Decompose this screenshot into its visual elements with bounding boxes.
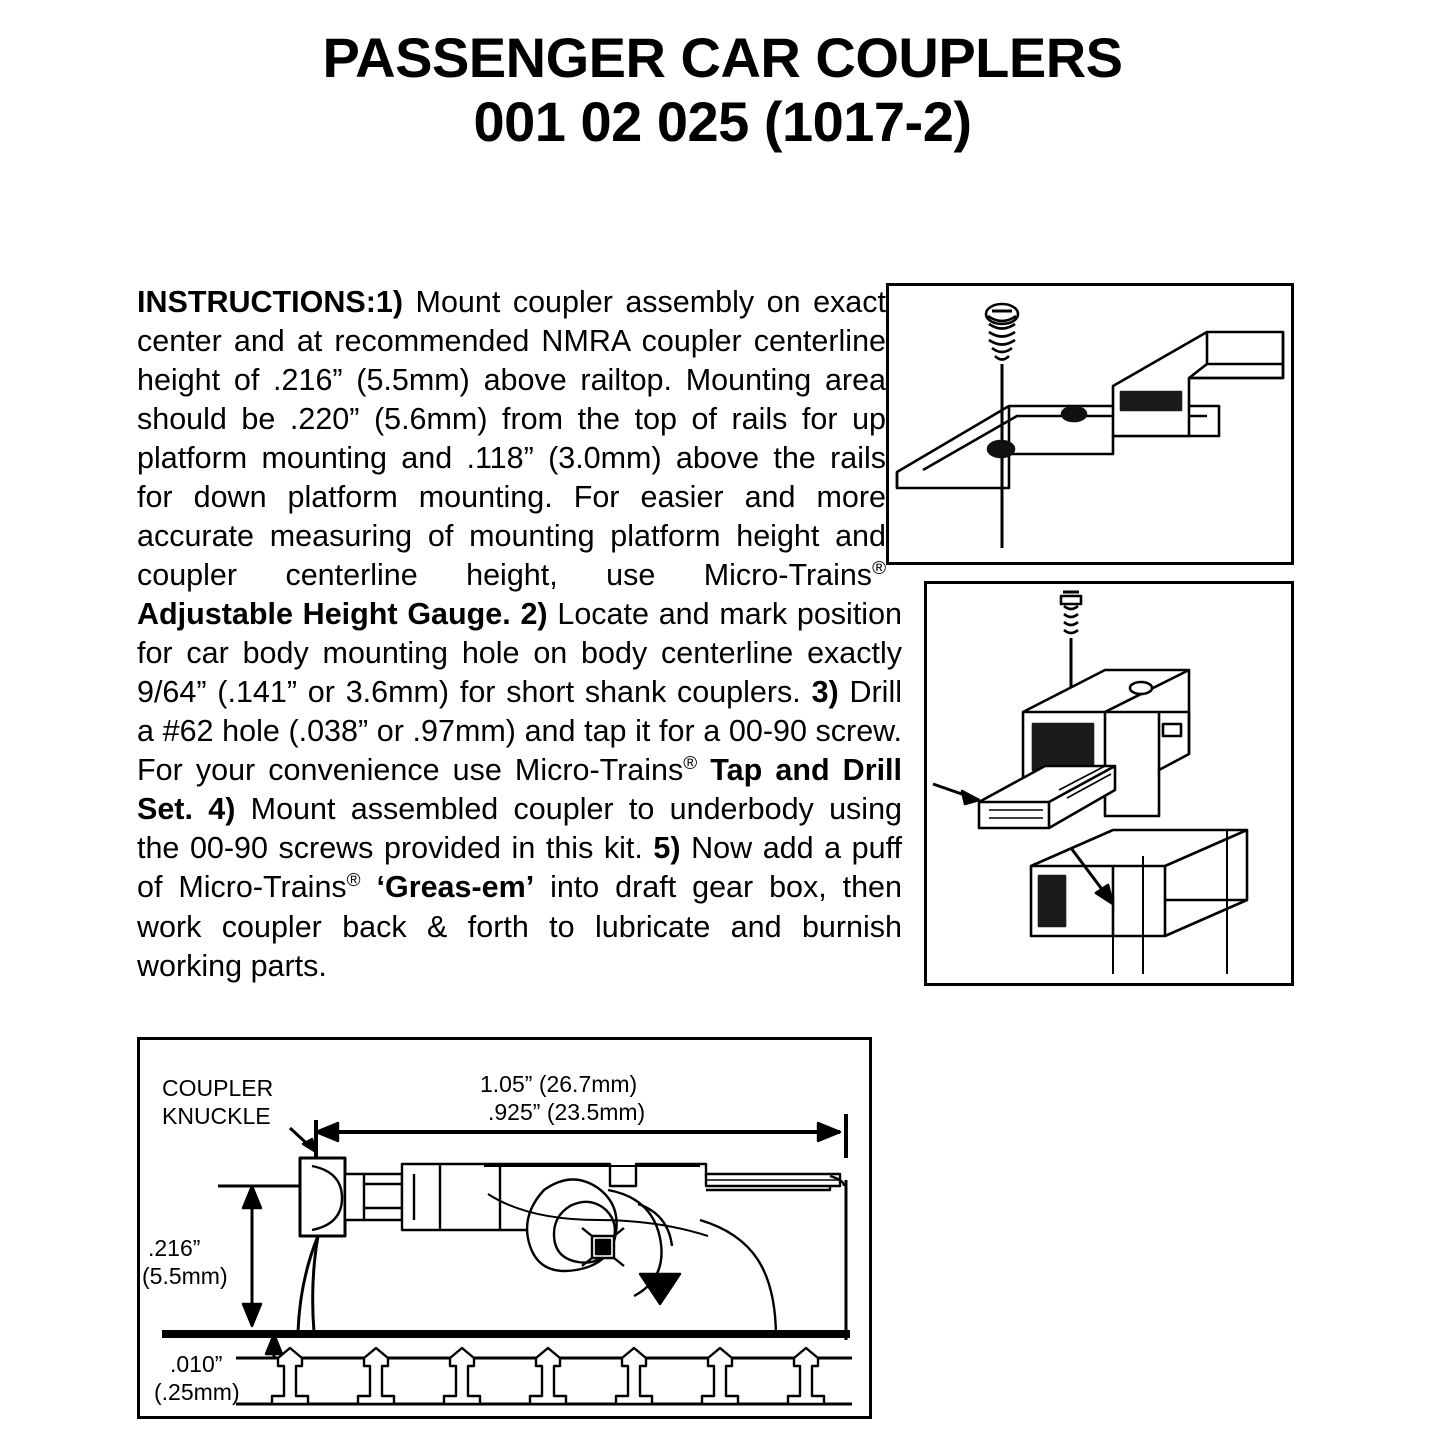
- registered-mark-2: ®: [683, 753, 698, 775]
- product-tap-and-drill-set: Tap and Drill Set.: [137, 753, 902, 827]
- figure-draft-gear-box: [886, 283, 1294, 565]
- figure-coupler-assembly: [924, 581, 1294, 986]
- instructions-text: [137, 283, 1294, 992]
- draft-gear-box-and-screw-diagram: [889, 286, 1291, 562]
- step-5-number: 5): [642, 831, 681, 866]
- label-dim-top-2: .925” (23.5mm): [488, 1099, 646, 1125]
- step-2-number: 2): [510, 597, 548, 632]
- coupler-height-dimension-diagram: [140, 1040, 869, 1416]
- registered-mark-1: ®: [872, 558, 886, 580]
- step-3-text: Drill a #62 hole (.038” or .97mm) and tap it for a 00-90 screw. For your convenience use Micro-Trains: [137, 675, 903, 788]
- step-1-text: Mount coupler assembly on exact center and at recommended NMRA coupler centerline height of .216” (5.5mm) above railtop. Mounting area should be .220” (5.6mm) from the top of rails for up platform mounting and .118” (3.0mm) above the rails for down platform mounting. For easier and more accurate measuring of mounting platform height and coupler centerline height, use Micro-Trains: [137, 285, 886, 593]
- page-title: [0, 0, 1445, 154]
- label-coupler: COUPLER: [162, 1075, 274, 1101]
- instructions-label: INSTRUCTIONS:: [137, 285, 376, 319]
- product-greas-em: ‘Greas-em’: [360, 870, 535, 905]
- label-rail-mm: (.25mm): [154, 1379, 240, 1405]
- label-height-mm: (5.5mm): [142, 1263, 228, 1289]
- title-line-1: PASSENGER CAR COUPLERS: [322, 26, 1123, 89]
- step-2-text: Locate and mark position for car body mounting hole on body centerline exactly 9/64” (.141” or 3.6mm) for short shank couplers.: [137, 597, 903, 710]
- label-height-inch: .216”: [148, 1235, 201, 1261]
- registered-mark-3: ®: [346, 870, 361, 892]
- title-line-2: 001 02 025 (1017-2): [473, 89, 972, 153]
- label-knuckle: KNUCKLE: [162, 1103, 271, 1129]
- step-5-text-b: into draft gear box, then work coupler back & forth to lubricate and burnish working parts.: [137, 870, 902, 983]
- label-dim-top-1: 1.05” (26.7mm): [480, 1071, 638, 1097]
- step-4-text: Mount assembled coupler to underbody using the 00-90 screws provided in this kit.: [137, 792, 903, 866]
- step-1-number: 1): [375, 285, 404, 319]
- product-adjustable-height-gauge: Adjustable Height Gauge.: [137, 597, 511, 632]
- step-5-text-a: Now add a puff of Micro-Trains: [137, 831, 902, 905]
- step-3-number: 3): [800, 675, 839, 710]
- coupler-assembly-exploded-diagram: [927, 584, 1291, 983]
- step-4-number: 4): [192, 792, 236, 827]
- figure-coupler-height: [137, 1037, 872, 1419]
- label-rail-inch: .010”: [170, 1351, 223, 1377]
